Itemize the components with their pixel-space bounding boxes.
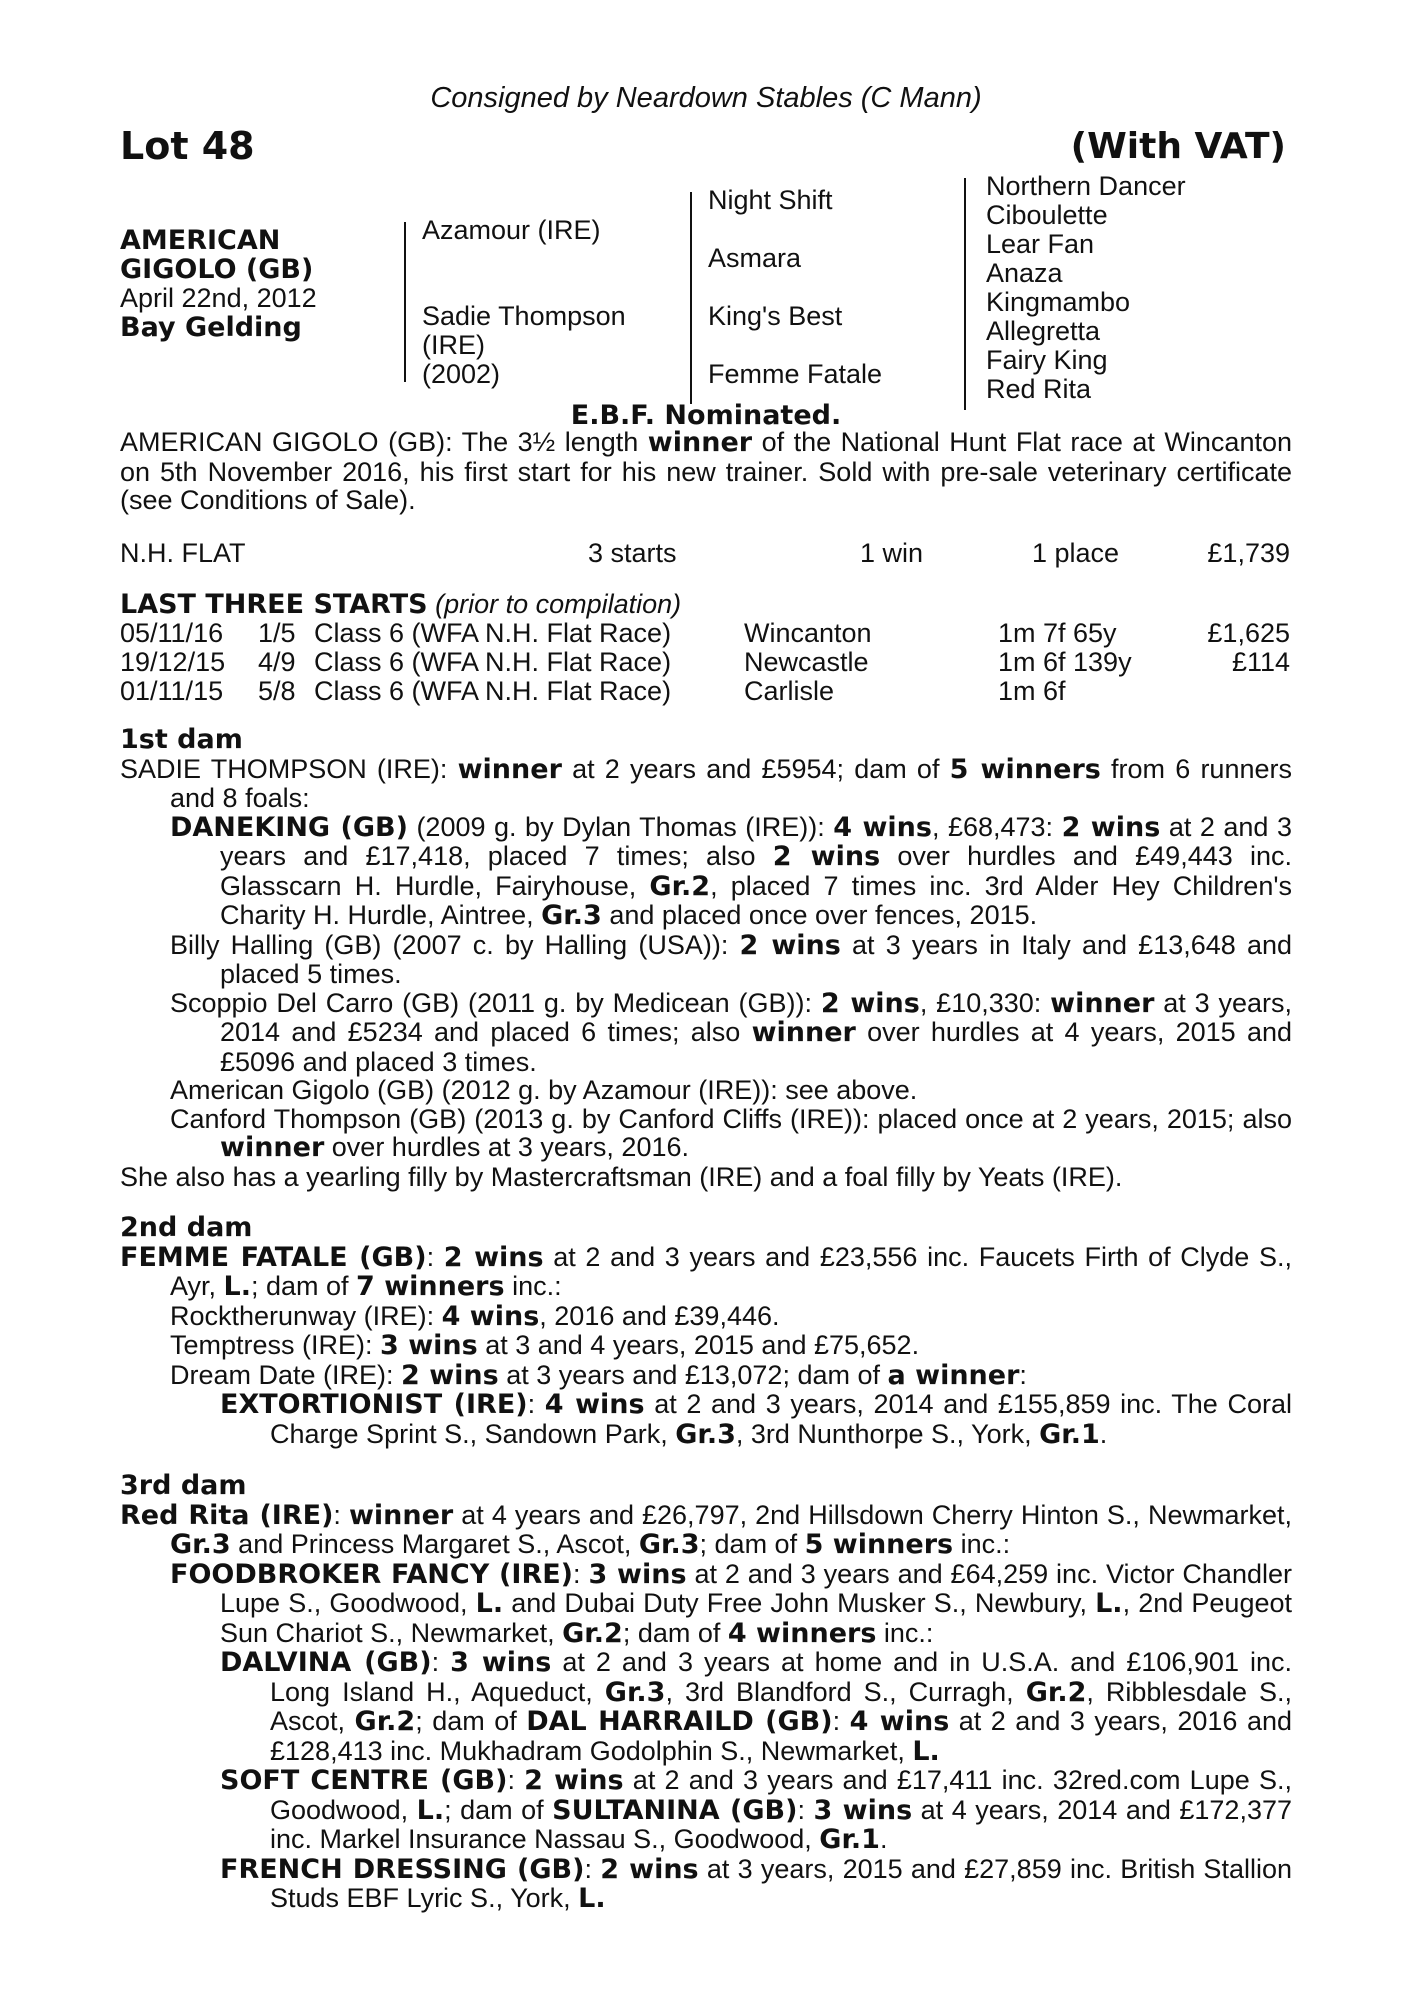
pedigree-gs-4: Femme Fatale (708, 359, 883, 389)
produce-entry: DALVINA (GB): 3 wins at 2 and 3 years at home and in U.S.A. and £106,901 inc. Long Island H., Aqueduct, Gr.3, 3rd Blandford S., Curragh, Gr.2, Ribblesdale S., Ascot, Gr.2; dam of DAL HARRAILD (GB): 4 wins at 2 and 3 years, 2016 and £128,413 inc. Mukhadram Godolphin S., Newmarket, L. (220, 1647, 1293, 1767)
produce-entry: American Gigolo (GB) (2012 g. by Azamour (IRE)): see above. (170, 1075, 918, 1105)
record-starts: 3 starts (588, 538, 677, 568)
section-heading: 1st dam (120, 724, 243, 755)
pedigree-gs-1: Night Shift (708, 185, 833, 215)
dam-entry: FEMME FATALE (GB): 2 wins at 2 and 3 years and £23,556 inc. Faucets Firth of Clyde S., Ayr, L.; dam of 7 winners inc.: (120, 1241, 1292, 1302)
third-dam-section (120, 1472, 1292, 1914)
horse-info (120, 226, 317, 342)
section-heading: 3rd dam (120, 1470, 247, 1501)
produce-entry: DANEKING (GB) (2009 g. by Dylan Thomas (IRE)): 4 wins, £68,473: 2 wins at 2 and 3 years and £17,418, placed 7 times; also 2 wins over hurdles and £49,443 inc. Glasscarn H. Hurdle, Fairyhouse, Gr.2, placed 7 times inc. 3rd Alder Hey Children's Charity H. Hurdle, Aintree, Gr.3 and placed once over fences, 2015. (170, 811, 1292, 931)
pedigree-divider-3 (964, 178, 966, 410)
horse-name-line1: AMERICAN (120, 225, 281, 256)
last-three-heading: LAST THREE STARTS (prior to compilation) (120, 589, 682, 620)
record-earnings: £1,739 (1207, 538, 1290, 568)
pedigree-divider-2 (690, 192, 692, 404)
horse-name-line2: GIGOLO (GB) (120, 254, 314, 285)
produce-entry: Scoppio Del Carro (GB) (2011 g. by Medicean (GB)): 2 wins, £10,330: winner at 3 years, 2014 and £5234 and placed 6 times; also winner over hurdles at 4 years, 2015 and £5096 and placed 3 times. (170, 987, 1293, 1077)
intro-paragraph: AMERICAN GIGOLO (GB): The 3½ length winner of the National Hunt Flat race at Wincanton on 5th November 2016, his first start for his new trainer. Sold with pre-sale veterinary certificate (see Conditions of Sale). (120, 427, 1292, 515)
produce-entry: FOODBROKER FANCY (IRE): 3 wins at 2 and 3 years and £64,259 inc. Victor Chandler Lupe S., Goodwood, L. and Dubai Duty Free John Musker S., Newbury, L., 2nd Peugeot Sun Chariot S., Newmarket, Gr.2; dam of 4 winners inc.: (170, 1558, 1292, 1649)
dam-entry: Red Rita (IRE): winner at 4 years and £26,797, 2nd Hillsdown Cherry Hinton S., Newmarket, Gr.3 and Princess Margaret S., Ascot, Gr.3; dam of 5 winners inc.: (120, 1499, 1292, 1560)
produce-entry: Temptress (IRE): 3 wins at 3 and 4 years, 2015 and £75,652. (170, 1330, 920, 1361)
record-wins: 1 win (860, 538, 924, 568)
record-places: 1 place (1032, 538, 1120, 568)
sex-colour: Bay Gelding (120, 312, 302, 343)
section-heading: 2nd dam (120, 1212, 253, 1243)
first-dam-section (120, 726, 1292, 1191)
lot-number: Lot 48 (120, 124, 255, 168)
produce-entry: Canford Thompson (GB) (2013 g. by Canford Cliffs (IRE)): placed once at 2 years, 2015; also winner over hurdles at 3 years, 2016. (170, 1103, 1292, 1163)
produce-entry: Dream Date (IRE): 2 wins at 3 years and £13,072; dam of a winner: (170, 1359, 1027, 1391)
consignor-line: Consigned by Neardown Stables (C Mann) (430, 82, 982, 114)
pedigree-divider-1 (404, 222, 406, 382)
foaling-date: April 22nd, 2012 (120, 283, 317, 313)
pedigree-gs-2: Asmara (708, 243, 802, 273)
dam-entry: SADIE THOMPSON (IRE): winner at 2 years and £5954; dam of 5 winners from 6 runners and 8 foals: (120, 753, 1292, 813)
second-dam-section (120, 1214, 1292, 1449)
ebf-nomination: E.B.F. Nominated. (570, 400, 842, 431)
dam-note: She also has a yearling filly by Mastercraftsman (IRE) and a foal filly by Yeats (IRE). (120, 1161, 1123, 1192)
vat-status: (With VAT) (1070, 126, 1286, 167)
pedigree-gs-3: King's Best (708, 301, 843, 331)
pedigree-dam: Sadie Thompson (IRE) (2002) (422, 301, 626, 389)
produce-entry: FRENCH DRESSING (GB): 2 wins at 3 years, 2015 and £27,859 inc. British Stallion Studs EBF Lyric S., York, L. (220, 1853, 1292, 1914)
produce-entry: Rocktherunway (IRE): 4 wins, 2016 and £39,446. (170, 1300, 780, 1332)
record-label: N.H. FLAT (120, 538, 246, 568)
produce-entry: Billy Halling (GB) (2007 c. by Halling (USA)): 2 wins at 3 years in Italy and £13,648 and placed 5 times. (170, 929, 1292, 989)
produce-entry: SOFT CENTRE (GB): 2 wins at 2 and 3 years and £17,411 inc. 32red.com Lupe S., Goodwood, L.; dam of SULTANINA (GB): 3 wins at 4 years, 2014 and £172,377 inc. Markel Insurance Nassau S., Goodwood, Gr.1. (220, 1765, 1292, 1855)
produce-entry: EXTORTIONIST (IRE): 4 wins at 2 and 3 years, 2014 and £155,859 inc. The Coral Charge Sprint S., Sandown Park, Gr.3, 3rd Nunthorpe S., York, Gr.1. (220, 1389, 1292, 1450)
pedigree-ggs-list: Northern Dancer Ciboulette Lear Fan Anaza Kingmambo Allegretta Fairy King Red Rita (986, 171, 1186, 404)
pedigree-sire: Azamour (IRE) (422, 215, 601, 245)
